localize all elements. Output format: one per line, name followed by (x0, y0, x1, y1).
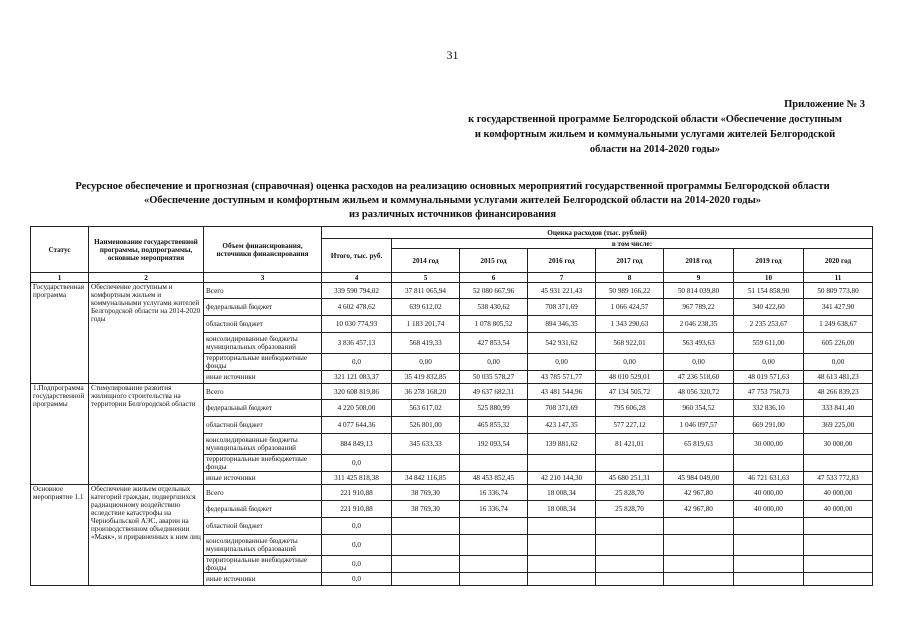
year-value-cell: 49 637 682,31 (460, 384, 528, 400)
source-cell: федеральный бюджет (204, 299, 322, 316)
year-value-cell: 333 841,40 (804, 400, 873, 417)
year-value-cell (392, 556, 460, 573)
appendix-line: и комфортным жильем и коммунальными услугами жителей Белгородской (474, 129, 836, 140)
title-line: из различных источников финансирования (348, 209, 557, 220)
year-value-cell (734, 556, 804, 573)
program-name-cell: Обеспечение жильем отдельных категорий граждан, подвергшихся радиационному воздействию вследствие катастрофы на Чернобыльской АЭС, аварии на производственном объединении «Маяк», и приравненных к ним лиц (89, 485, 204, 586)
appendix-number: Приложение № 3 (784, 99, 865, 110)
year-value-cell: 2 046 238,35 (664, 316, 734, 333)
source-cell: консолидированные бюджеты муниципальных образований (204, 333, 322, 354)
year-value-cell (392, 518, 460, 535)
year-value-cell: 1 183 201,74 (392, 316, 460, 333)
year-value-cell: 48 010 529,01 (596, 371, 664, 384)
year-value-cell: 40 000,00 (734, 485, 804, 501)
column-index: 3 (204, 273, 322, 283)
year-value-cell: 47 134 505,72 (596, 384, 664, 400)
column-index: 2 (89, 273, 204, 283)
total-cell: 4 077 644,36 (322, 417, 392, 434)
source-cell: областной бюджет (204, 518, 322, 535)
year-value-cell: 81 421,01 (596, 434, 664, 455)
year-value-cell: 340 422,60 (734, 299, 804, 316)
year-value-cell: 37 811 065,94 (392, 283, 460, 299)
header-volume: Объем финансирования, источники финансирования (204, 227, 322, 273)
table-row (31, 283, 873, 299)
year-value-cell (596, 573, 664, 586)
year-value-cell (392, 573, 460, 586)
header-year: 2020 год (804, 249, 873, 273)
year-value-cell (392, 455, 460, 472)
source-cell: областной бюджет (204, 316, 322, 333)
year-value-cell (664, 535, 734, 556)
source-cell: иные источники (204, 371, 322, 384)
year-value-cell: 708 371,69 (528, 299, 596, 316)
year-value-cell: 47 753 758,73 (734, 384, 804, 400)
year-value-cell (528, 518, 596, 535)
source-cell: федеральный бюджет (204, 400, 322, 417)
year-value-cell: 16 336,74 (460, 501, 528, 518)
appendix-line: области на 2014-2020 годы» (589, 144, 721, 155)
header-year: 2018 год (664, 249, 734, 273)
year-value-cell: 25 828,70 (596, 501, 664, 518)
year-value-cell: 18 008,34 (528, 485, 596, 501)
year-value-cell: 542 931,62 (528, 333, 596, 354)
year-value-cell (734, 518, 804, 535)
header-year: 2014 год (392, 249, 460, 273)
total-cell: 0,0 (322, 455, 392, 472)
year-value-cell (664, 556, 734, 573)
year-value-cell: 34 842 116,85 (392, 472, 460, 485)
header-status: Статус (31, 227, 89, 273)
header-total: Итого, тыс. руб. (322, 239, 392, 273)
header-year: 2015 год (460, 249, 528, 273)
appendix-heading (445, 97, 865, 157)
year-value-cell: 341 427,90 (804, 299, 873, 316)
year-value-cell: 45 931 221,43 (528, 283, 596, 299)
year-value-cell: 332 836,10 (734, 400, 804, 417)
table-row (31, 485, 873, 501)
source-cell: консолидированные бюджеты муниципальных образований (204, 434, 322, 455)
year-value-cell (734, 573, 804, 586)
year-value-cell: 42 210 144,30 (528, 472, 596, 485)
year-value-cell: 0,00 (664, 354, 734, 371)
column-index: 11 (804, 273, 873, 283)
year-value-cell: 38 769,30 (392, 501, 460, 518)
year-value-cell (528, 556, 596, 573)
year-value-cell: 525 880,99 (460, 400, 528, 417)
year-value-cell: 465 855,32 (460, 417, 528, 434)
year-value-cell: 563 493,63 (664, 333, 734, 354)
total-cell: 4 220 508,00 (322, 400, 392, 417)
year-value-cell (804, 556, 873, 573)
year-value-cell: 0,00 (596, 354, 664, 371)
year-value-cell: 50 989 166,22 (596, 283, 664, 299)
year-value-cell (596, 535, 664, 556)
total-cell: 10 030 774,93 (322, 316, 392, 333)
year-value-cell: 46 721 631,63 (734, 472, 804, 485)
year-value-cell: 42 967,80 (664, 485, 734, 501)
year-value-cell: 48 019 571,63 (734, 371, 804, 384)
year-value-cell: 48 613 481,23 (804, 371, 873, 384)
year-value-cell: 45 984 049,00 (664, 472, 734, 485)
status-cell: Государственная программа (31, 283, 89, 384)
column-index: 8 (596, 273, 664, 283)
total-cell: 221 910,88 (322, 485, 392, 501)
header-estimate: Оценка расходов (тыс. рублей) (322, 227, 873, 239)
year-value-cell: 18 008,34 (528, 501, 596, 518)
year-value-cell: 0,00 (528, 354, 596, 371)
year-value-cell: 1 046 097,57 (664, 417, 734, 434)
total-cell: 0,0 (322, 573, 392, 586)
year-value-cell: 345 633,33 (392, 434, 460, 455)
year-value-cell (392, 535, 460, 556)
year-value-cell: 25 828,70 (596, 485, 664, 501)
total-cell: 320 608 819,86 (322, 384, 392, 400)
source-cell: федеральный бюджет (204, 501, 322, 518)
total-cell: 221 910,88 (322, 501, 392, 518)
header-year: 2019 год (734, 249, 804, 273)
year-value-cell: 795 606,28 (596, 400, 664, 417)
header-year: 2016 год (528, 249, 596, 273)
source-cell: иные источники (204, 472, 322, 485)
title-line: «Обеспечение доступным и комфортным жильем и коммунальными услугами жителей Белгородской области на 2014-2020 годы» (143, 195, 762, 206)
program-name-cell: Стимулирование развития жилищного строительства на территории Белгородской области (89, 384, 204, 485)
year-value-cell (460, 573, 528, 586)
year-value-cell: 0,00 (460, 354, 528, 371)
page-number: 31 (446, 48, 459, 62)
source-cell: Всего (204, 485, 322, 501)
column-index: 1 (31, 273, 89, 283)
year-value-cell: 526 801,00 (392, 417, 460, 434)
year-value-cell: 0,00 (392, 354, 460, 371)
year-value-cell: 36 278 168,20 (392, 384, 460, 400)
header-name: Наименование государственной программы, подпрограммы, основные мероприятия (89, 227, 204, 273)
year-value-cell (734, 455, 804, 472)
year-value-cell: 52 080 667,96 (460, 283, 528, 299)
year-value-cell: 45 680 251,31 (596, 472, 664, 485)
source-cell: областной бюджет (204, 417, 322, 434)
year-value-cell: 2 235 253,67 (734, 316, 804, 333)
year-value-cell: 577 227,12 (596, 417, 664, 434)
total-cell: 4 602 478,62 (322, 299, 392, 316)
year-value-cell (460, 535, 528, 556)
year-value-cell: 894 346,35 (528, 316, 596, 333)
year-value-cell: 50 814 039,80 (664, 283, 734, 299)
header-year: 2017 год (596, 249, 664, 273)
year-value-cell: 43 785 571,77 (528, 371, 596, 384)
financing-table (30, 226, 873, 586)
year-value-cell: 605 226,00 (804, 333, 873, 354)
status-cell: Основное мероприятие 1.1 (31, 485, 89, 586)
year-value-cell: 0,00 (804, 354, 873, 371)
source-cell: территориальные внебюджетные фонды (204, 354, 322, 371)
year-value-cell: 50 809 773,80 (804, 283, 873, 299)
total-cell: 0,0 (322, 535, 392, 556)
year-value-cell: 192 093,54 (460, 434, 528, 455)
year-value-cell: 30 000,00 (804, 434, 873, 455)
year-value-cell (804, 455, 873, 472)
year-value-cell (596, 455, 664, 472)
total-cell: 0,0 (322, 518, 392, 535)
year-value-cell: 65 819,63 (664, 434, 734, 455)
year-value-cell (460, 556, 528, 573)
year-value-cell: 139 881,62 (528, 434, 596, 455)
year-value-cell: 40 000,00 (804, 501, 873, 518)
year-value-cell (664, 518, 734, 535)
year-value-cell: 639 612,02 (392, 299, 460, 316)
year-value-cell: 568 419,33 (392, 333, 460, 354)
year-value-cell (804, 573, 873, 586)
total-cell: 3 836 457,13 (322, 333, 392, 354)
year-value-cell (804, 535, 873, 556)
year-value-cell: 0,00 (734, 354, 804, 371)
total-cell: 321 121 083,37 (322, 371, 392, 384)
year-value-cell: 38 769,30 (392, 485, 460, 501)
table-row (31, 384, 873, 400)
year-value-cell (596, 518, 664, 535)
year-value-cell: 47 533 772,83 (804, 472, 873, 485)
year-value-cell: 538 430,62 (460, 299, 528, 316)
year-value-cell: 1 078 805,52 (460, 316, 528, 333)
source-cell: территориальные внебюджетные фонды (204, 556, 322, 573)
year-value-cell: 1 066 424,57 (596, 299, 664, 316)
total-cell: 311 425 818,38 (322, 472, 392, 485)
year-value-cell: 1 249 638,67 (804, 316, 873, 333)
column-index: 9 (664, 273, 734, 283)
column-index: 7 (528, 273, 596, 283)
year-value-cell: 40 000,00 (734, 501, 804, 518)
source-cell: Всего (204, 384, 322, 400)
year-value-cell: 48 266 839,23 (804, 384, 873, 400)
year-value-cell: 35 419 832,85 (392, 371, 460, 384)
total-cell: 339 590 794,02 (322, 283, 392, 299)
year-value-cell (804, 518, 873, 535)
year-value-cell: 48 453 852,45 (460, 472, 528, 485)
year-value-cell (528, 573, 596, 586)
year-value-cell: 669 291,00 (734, 417, 804, 434)
year-value-cell (460, 518, 528, 535)
year-value-cell: 427 853,54 (460, 333, 528, 354)
appendix-line: к государственной программе Белгородской области «Обеспечение доступным (468, 114, 842, 125)
year-value-cell: 16 336,74 (460, 485, 528, 501)
source-cell: иные источники (204, 573, 322, 586)
year-value-cell: 50 035 578,27 (460, 371, 528, 384)
source-cell: Всего (204, 283, 322, 299)
column-index: 4 (322, 273, 392, 283)
title-line: Ресурсное обеспечение и прогнозная (справочная) оценка расходов на реализацию основных мероприятий государственной программы Белгородской области (75, 181, 830, 192)
year-value-cell (664, 455, 734, 472)
year-value-cell: 47 236 518,60 (664, 371, 734, 384)
year-value-cell: 559 611,00 (734, 333, 804, 354)
header-including: в том числе: (392, 239, 873, 249)
total-cell: 0,0 (322, 556, 392, 573)
year-value-cell: 30 000,00 (734, 434, 804, 455)
year-value-cell: 960 354,52 (664, 400, 734, 417)
source-cell: консолидированные бюджеты муниципальных образований (204, 535, 322, 556)
year-value-cell: 708 371,69 (528, 400, 596, 417)
total-cell: 884 849,13 (322, 434, 392, 455)
year-value-cell (528, 535, 596, 556)
status-cell: 1.Подпрограмма государственной программы (31, 384, 89, 485)
year-value-cell (596, 556, 664, 573)
year-value-cell: 42 967,80 (664, 501, 734, 518)
year-value-cell: 568 922,01 (596, 333, 664, 354)
year-value-cell (734, 535, 804, 556)
year-value-cell (460, 455, 528, 472)
document-title (0, 180, 905, 222)
year-value-cell (528, 455, 596, 472)
total-cell: 0,0 (322, 354, 392, 371)
column-index: 6 (460, 273, 528, 283)
year-value-cell: 563 617,02 (392, 400, 460, 417)
column-index: 5 (392, 273, 460, 283)
year-value-cell: 40 000,00 (804, 485, 873, 501)
year-value-cell: 1 343 290,63 (596, 316, 664, 333)
year-value-cell: 423 147,35 (528, 417, 596, 434)
program-name-cell: Обеспечение доступным и комфортным жильем и коммунальными услугами жителей Белгородской области на 2014-2020 годы (89, 283, 204, 384)
year-value-cell: 48 056 320,72 (664, 384, 734, 400)
source-cell: территориальные внебюджетные фонды (204, 455, 322, 472)
year-value-cell: 43 481 544,96 (528, 384, 596, 400)
column-index: 10 (734, 273, 804, 283)
year-value-cell: 369 225,00 (804, 417, 873, 434)
year-value-cell: 967 789,22 (664, 299, 734, 316)
year-value-cell: 51 154 858,90 (734, 283, 804, 299)
year-value-cell (664, 573, 734, 586)
